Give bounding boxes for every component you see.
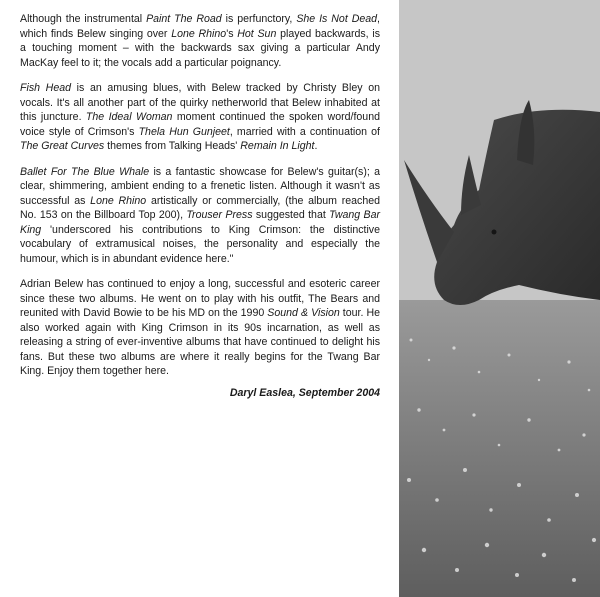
rhino-eye xyxy=(492,230,497,235)
signature: Daryl Easlea, September 2004 xyxy=(229,386,380,399)
meadow xyxy=(399,300,600,597)
title-lone-rhino-2: Lone Rhino xyxy=(90,194,147,207)
title-sound-vision: Sound & Vision xyxy=(267,307,340,319)
title-fish-head: Fish Head xyxy=(20,82,71,94)
paragraph-2: Fish Head is an amusing blues, with Belew tracked by Christy Bley on vocals. It's all another part of the quirky netherworld that Belew inhabited at this juncture. The Ideal Woman moment continued the spoken word/found voice style of Crimson's Thela Hun Gunjeet, married with a continuation of The Great Curves themes from Talking Heads' Remain In Light. xyxy=(20,82,380,152)
rhino-illustration xyxy=(399,0,600,597)
title-she-is-not-dead: She Is Not Dead xyxy=(296,13,378,25)
paragraph-4: Adrian Belew has continued to enjoy a long, successful and esoteric career since these two albums. He went on to play with his outfit, The Bears and reunited with David Bowie to be his MD on the 1990 Sound & Vision tour. He also worked again with King Crimson in its 90s incarnation, as well as releasing a string of ever-inventive albums that have continued to delight his fans. But these two albums are where it really begins for the Twang Bar King. Enjoy them together here. xyxy=(20,278,381,377)
title-trouser-press: Trouser Press xyxy=(186,209,253,221)
title-lone-rhino: Lone Rhino xyxy=(171,27,227,40)
rhino-photo xyxy=(399,0,600,597)
title-ballet-blue-whale: Ballet For The Blue Whale xyxy=(20,165,150,178)
paragraph-1: Although the instrumental Paint The Road is perfunctory, She Is Not Dead, which finds Belew singing over Lone Rhino's Hot Sun played backwards, is a touching moment – with the backwards sax giving a particular Andy MacKay feel to it; the vocals add a particular poignancy. xyxy=(20,13,381,69)
title-paint-the-road: Paint The Road xyxy=(146,13,222,25)
title-thela-hun-gunjeet: Thela Hun Gunjeet xyxy=(138,125,230,138)
title-remain-in-light: Remain In Light xyxy=(240,140,315,152)
article-text xyxy=(20,12,380,400)
title-twang-bar-king: Twang Bar King xyxy=(20,209,380,236)
title-great-curves: The Great Curves xyxy=(20,140,105,152)
paragraph-3: Ballet For The Blue Whale is a fantastic showcase for Belew's guitar(s); a clear, shimmering, ambient ending to a frenetic listen. Although it wasn't as successful as Lone Rhino artistically or commercially, (the album reached No. 153 on the Billboard Top 200), Trouser Press suggested that Twang Bar King 'underscored his contributions to King Crimson: the distinctive vocabulary of extramusical noises, the personality and especially the humour, which is in abundant evidence here." xyxy=(20,165,380,265)
title-hot-sun: Hot Sun xyxy=(237,27,277,40)
title-ideal-woman: The Ideal Woman xyxy=(85,111,173,123)
